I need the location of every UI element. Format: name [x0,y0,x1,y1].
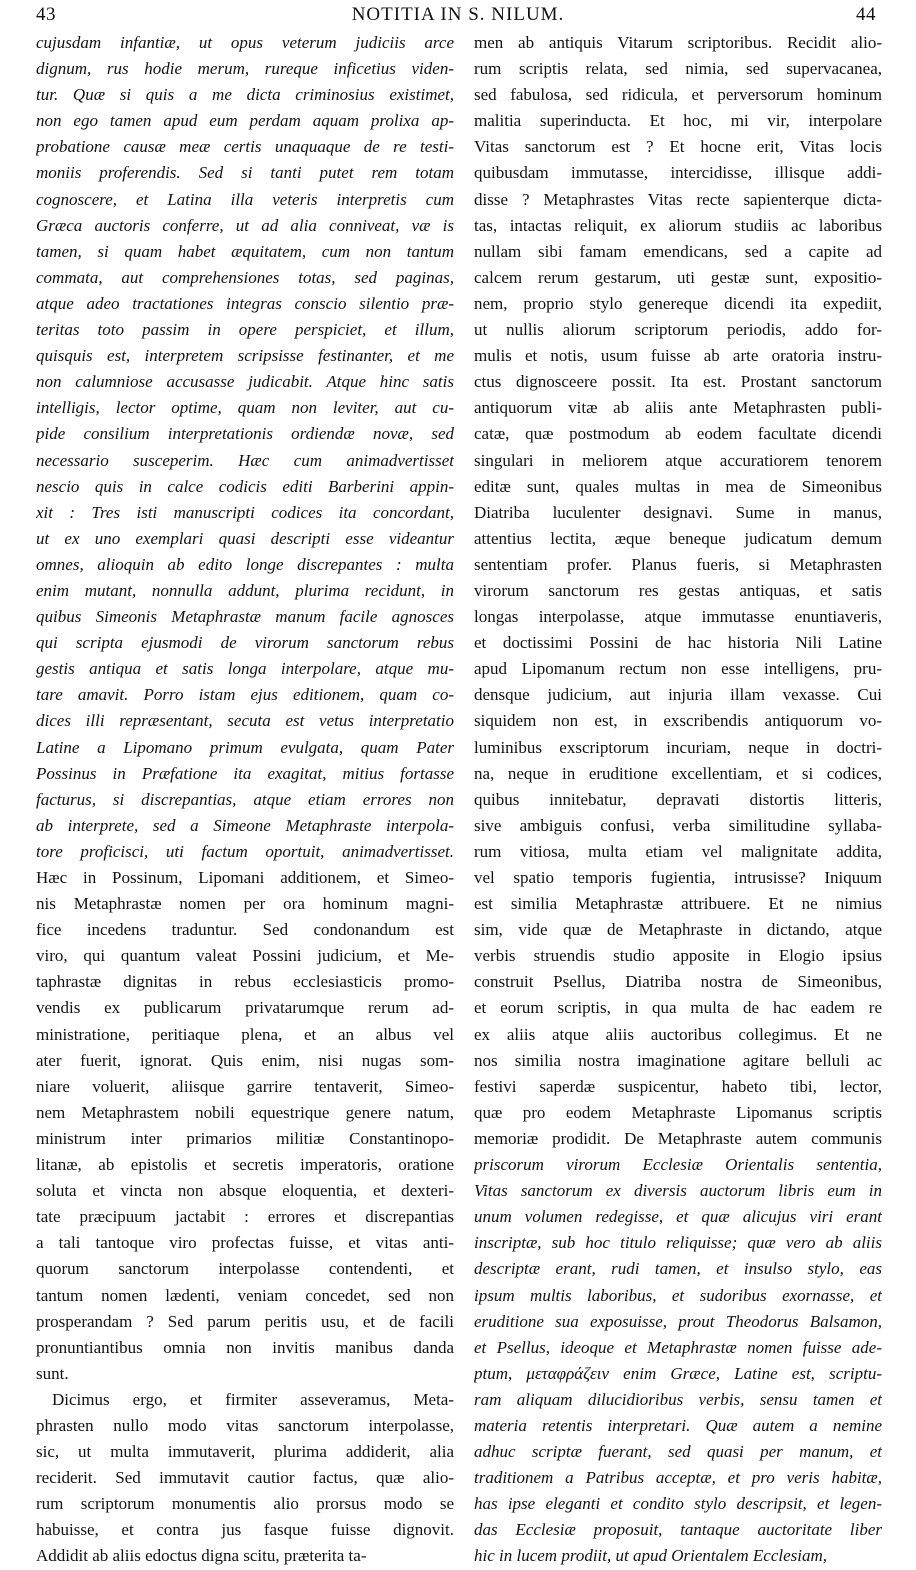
text-line: vendis ex publicarum privatarumque rerum ad- [36,998,454,1018]
text-line: catæ, quæ postmodum ab eodem facultate dicendi [474,424,882,444]
text-line: Græca auctoris conferre, ut ad alia conniveat, væ is [36,215,454,235]
text-line: et doctissimi Possini de hac historia Nili Latine [474,633,882,653]
text-line: hic in lucem prodiit, ut apud Orientalem Ecclesiam, [474,1546,827,1566]
text-line: Dicimus ergo, et firmiter asseveramus, Meta- [52,1389,454,1409]
text-line: necessario susceperim. Hæc cum animadvertisset [36,450,454,470]
text-line: editæ sunt, quales multas in mea de Simeonibus [474,476,882,496]
text-line: facturus, si discrepantias, atque etiam errores non [36,789,454,809]
text-line: atque adeo tractationes integras conscio silentio præ- [36,293,454,313]
text-line: longas interpolasse, atque immutasse enuntiaveris, [474,607,882,627]
text-line: ater fuerit, ignorat. Quis enim, nisi nugas som- [36,1050,454,1070]
text-line: siquidem non est, in exscribendis antiquorum vo- [474,711,882,731]
text-line: et Psellus, ideoque et Metaphrastæ nomen fuisse ade- [474,1337,882,1357]
text-line: Vitas sanctorum est ? Et hocne erit, Vitas locis [474,137,882,157]
text-line: nis Metaphrastæ nomen per ora hominum magni- [36,894,454,914]
text-line: rum vitiosa, multa etiam vel malignitate addita, [474,841,882,861]
text-line: cognoscere, et Latina illa veteris interpretis cum [36,189,454,209]
text-line: sed fabulosa, sed ridicula, et perversorum hominum [474,85,882,105]
text-line: construit Psellus, Diatriba nostra de Simeonibus, [474,972,882,992]
text-line: Vitas sanctorum ex diversis auctorum libris eum in [474,1181,882,1201]
text-line: ministratione, peritiaque plena, et an albus vel [36,1024,454,1044]
text-line: descriptæ erant, rudi tamen, et insulso stylo, eas [474,1259,882,1279]
text-line: men ab antiquis Vitarum scriptoribus. Recidit alio- [474,33,882,52]
text-line: quibus Simeonis Metaphrastæ manum facile agnosces [36,607,454,627]
running-title: NOTITIA IN S. NILUM. [351,4,565,25]
text-line: non calumniose accusasse judicabit. Atque hinc satis [36,372,454,392]
text-line: rum scriptis relata, sed nimia, sed supervacanea, [474,59,882,79]
text-line: sententiam profer. Planus fueris, si Metaphrasten [474,554,882,574]
text-line: rum scriptorum monumentis alio prorsus modo se [36,1494,454,1514]
text-line: quibus innitebatur, depravati distortis litteris, [474,789,882,809]
text-line: gestis antiqua et satis longa interpolare, atque mu- [36,659,454,679]
text-line: taphrastæ dignitas in rebus ecclesiasticis promo- [36,972,454,992]
text-line: ab interprete, sed a Simeone Metaphraste interpola- [36,815,454,835]
text-line: adhuc scriptæ fuerant, sed quasi per manum, et [474,1442,882,1462]
text-line: non ego tamen apud eum perdam aquam prolixa ap- [36,111,454,131]
text-line: Possinus in Præfatione ita exagitat, mitius fortasse [36,763,454,783]
text-line: traditionem a Patribus acceptæ, et pro veris habitæ, [474,1468,882,1488]
text-line: Hæc in Possinum, Lipomani additionem, et Simeo- [36,868,454,887]
text-line: sive ambiguis confusi, verba similitudine syllaba- [474,815,882,835]
text-line: cujusdam infantiæ, ut opus veterum judiciis arce [36,33,454,52]
left-text-column [36,30,454,1570]
text-line: na, neque in eruditione excellentiam, et si codices, [474,763,882,783]
text-line: a tali tantoque viro profectas fuisse, et vitas anti- [36,1233,454,1253]
text-line: attentius lectita, æque beneque judicatum demum [474,528,882,548]
text-line: habuisse, et contra jus fasque fuisse dignovit. [36,1520,454,1540]
text-line: moniis proferendis. Sed si tanti putet rem totam [36,163,454,183]
text-line: nem Metaphrastem nobili equestrique genere natum, [36,1102,454,1122]
text-line: antiquorum vitæ ab aliis ante Metaphrasten publi- [474,398,882,418]
text-line: quæ pro eodem Metaphraste Lipomanus scriptis [474,1102,882,1122]
text-line: verbis struendis studio apposite in Elogio ipsius [474,946,882,966]
text-line: ctus dignosceere possit. Ita est. Prostant sanctorum [474,372,882,392]
text-line: pronuntiantibus omnia non invitis manibus danda [36,1337,454,1357]
text-line: viro, qui quantum valeat Possini judicium, et Me- [36,946,454,966]
right-text-column [474,30,882,1570]
text-line: ptum, μεταφράζειν enim Græce, Latine est, scriptu- [474,1363,882,1383]
text-line: ut nullis aliorum scriptorum periodis, addo for- [474,320,882,340]
text-line: Latine a Lipomano primum evulgata, quam Pater [36,737,454,757]
text-line: nullam sibi famam emendicans, sed a capite ad [474,241,882,261]
text-line: Addidit ab aliis edoctus digna scitu, præterita ta- [36,1546,367,1566]
text-line: eruditione sua exposuisse, prout Theodorus Balsamon, [474,1311,882,1331]
text-line: probatione causæ meæ certis unaquaque de re testi- [36,137,454,157]
text-line: das Ecclesiæ proposuit, tantaque auctoritate liber [474,1520,882,1540]
text-line: priscorum virorum Ecclesiæ Orientalis sententia, [474,1155,882,1175]
text-line: luminibus exscriptorum incuriam, neque in doctri- [474,737,882,757]
text-line: densque judicium, aut injuria illam vexasse. Cui [474,685,882,705]
text-line: memoriæ prodidit. De Metaphraste autem communis [474,1128,882,1148]
text-line: ministrum inter primarios militiæ Constantinopo- [36,1128,454,1148]
text-line: disse ? Metaphrastes Vitas recte sapienterque dicta- [474,189,882,209]
page-number-right: 44 [856,4,876,25]
text-line: pide consilium interpretationis ordiendæ novæ, sed [36,424,454,444]
text-line: niare voluerit, aliisque garrire tentaverit, Simeo- [36,1076,454,1096]
text-line: tare amavit. Porro istam ejus editionem, quam co- [36,685,454,705]
text-line: sic, ut multa immutaverit, plurima addiderit, alia [36,1442,454,1462]
text-line: singulari in meliorem atque accuratiorem tenorem [474,450,882,470]
text-line: dices illi repræsentant, secuta est vetus interpretatio [36,711,454,731]
text-line: est similia Metaphrastæ attribuere. Et ne nimius [474,894,882,914]
text-line: ram aliquam dilucidioribus verbis, sensu tamen et [474,1389,882,1409]
text-line: ut ex uno exemplari quasi descripti esse videantur [36,528,454,548]
text-line: calcem rerum gestarum, uti gestæ sunt, expositio- [474,267,882,287]
text-line: mulis et notis, usum fuisse ab arte oratoria instru- [474,346,882,366]
text-line: unum volumen redegisse, et quæ alicujus viri erant [474,1207,882,1227]
text-line: ipsum multis laboribus, et sudoribus exornasse, et [474,1285,882,1305]
text-line: has ipse eleganti et condito stylo descripsit, et legen- [474,1494,882,1514]
text-line: Diatriba luculenter designavi. Sume in manus, [474,502,882,522]
text-line: sunt. [36,1363,69,1383]
text-line: reciderit. Sed immutavit cautior factus, quæ alio- [36,1468,454,1488]
text-line: sim, vide quæ de Metaphraste in dictando, atque [474,920,882,940]
page-header [0,4,916,30]
text-line: soluta et vincta non absque eloquentia, et dexteri- [36,1181,454,1201]
text-line: tas, intactas reliquit, ex aliorum studiis ac laboribus [474,215,882,235]
text-line: quibusdam immutasse, intercidisse, illisque addi- [474,163,882,183]
text-line: nem, proprio stylo genereque dicendi ita expediit, [474,293,882,313]
text-line: omnes, alioquin ab edito longe discrepantes : multa [36,554,454,574]
text-line: nescio quis in calce codicis editi Barberini appin- [36,476,454,496]
text-line: quorum sanctorum interpolasse contendenti, et [36,1259,454,1279]
text-line: phrasten nullo modo vitas sanctorum interpolasse, [36,1415,454,1435]
text-line: tate præcipuum jactabit : errores et discrepantias [36,1207,454,1227]
text-line: intelligis, lector optime, quam non leviter, aut cu- [36,398,454,418]
text-line: xit : Tres isti manuscripti codices ita concordant, [36,502,454,522]
text-line: et eorum scriptis, in qua multa de hac eadem re [474,998,882,1018]
text-line: festivi saperdæ suspicentur, habeto tibi, lector, [474,1076,882,1096]
text-line: fice incedens traduntur. Sed condonandum est [36,920,454,940]
text-line: enim mutant, nonnulla addunt, plurima recidunt, in [36,580,454,600]
text-line: materia retentis interpretari. Quæ autem a nemine [474,1415,882,1435]
text-line: teritas toto passim in opere perspiciet, et illum, [36,320,454,340]
text-line: tur. Quæ si quis a me dicta criminosius existimet, [36,85,454,105]
text-line: commata, aut comprehensiones totas, sed paginas, [36,267,454,287]
page-number-left: 43 [36,4,56,25]
text-line: vel spatio temporis fugientia, intrusisse? Iniquum [474,868,882,887]
text-line: litanæ, ab epistolis et secretis imperatoris, oratione [36,1155,454,1175]
text-line: apud Lipomanum rectum non esse intelligens, pru- [474,659,882,679]
text-line: malitia superinducta. Et hoc, mi vir, interpolare [474,111,882,131]
text-line: quisquis est, interpretem scripsisse festinanter, et me [36,346,454,366]
text-line: nos similia nostra imaginatione agitare belluli ac [474,1050,882,1070]
text-line: virorum sanctorum res gestas antiquas, et satis [474,580,882,600]
text-line: tore proficisci, uti factum oportuit, animadvertisset. [36,841,454,861]
text-line: tantum nomen lædenti, veniam concedet, sed non [36,1285,454,1305]
text-line: ex aliis atque aliis auctoribus collegimus. Et ne [474,1024,882,1044]
text-line: dignum, rus hodie merum, rureque inficetius viden- [36,59,454,79]
text-line: qui scripta ejusmodi de virorum sanctorum rebus [36,633,454,653]
text-line: inscriptæ, sub hoc titulo reliquisse; quæ vero ab aliis [474,1233,882,1253]
text-line: prosperandam ? Sed parum peritis usu, et de facili [36,1311,454,1331]
text-line: tamen, si quam habet æquitatem, cum non tantum [36,241,454,261]
